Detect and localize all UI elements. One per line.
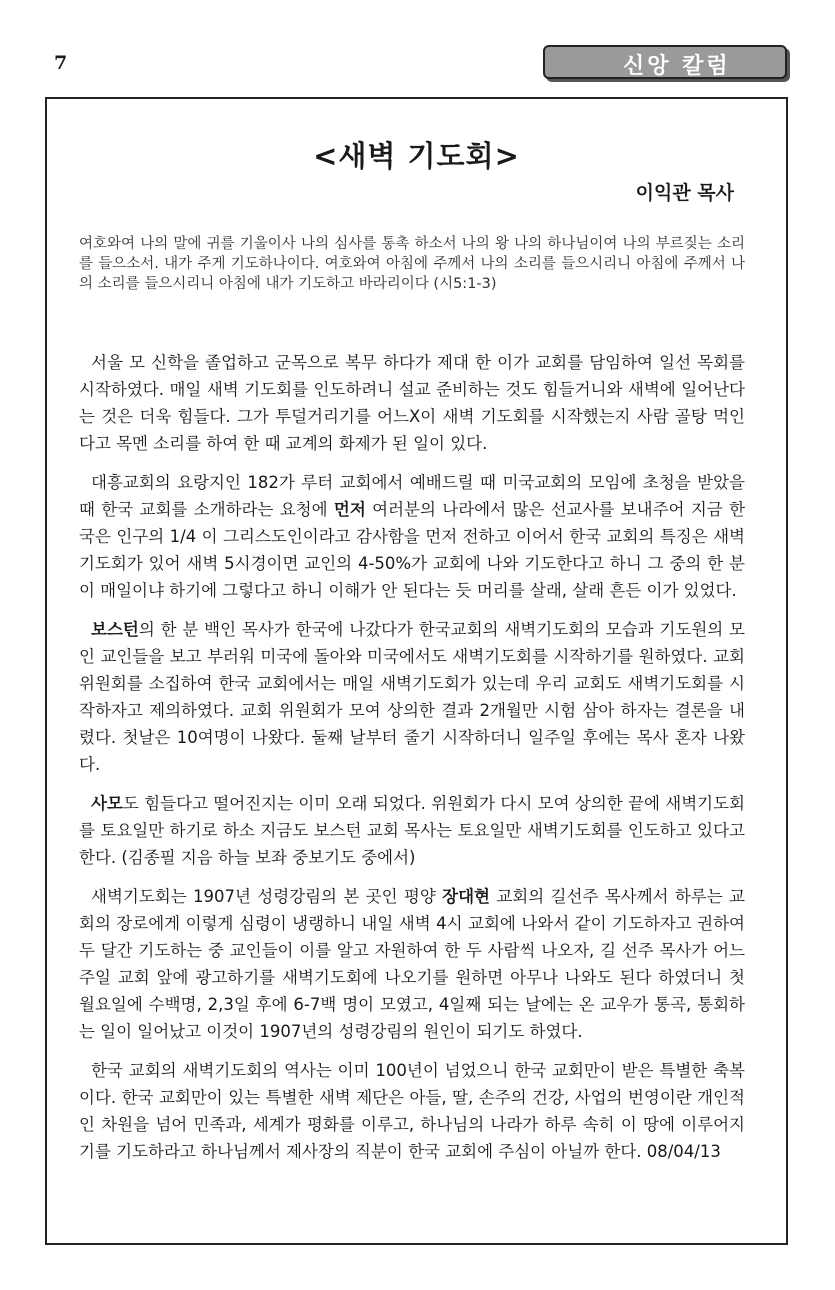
article-title: <새벽 기도회>	[313, 139, 520, 173]
paragraph-seminary-story: 서울 모 신학을 졸업하고 군목으로 복무 하다가 제대 한 이가 교회를 담임하여 일선 목회를 시작하였다. 매일 새벽 기도회를 인도하려니 설교 준비하는 것도 힘들거니와 새벽에 일어난다는 것은 더욱 힘들다. 그가 투덜거리기를 어느X이 새벽 기도회를 시작했는지 사람 골탕 먹인다고 목멘 소리를 하여 한 때 교계의 화제가 된 일이 있다.	[79, 353, 745, 453]
paragraph-history-1907: 새벽기도회는 1907년 성령강림의 본 곳인 평양 장대현 교회의 길선주 목사께서 하루는 교회의 장로에게 이렇게 심령이 냉랭하니 내일 새벽 4시 교회에 나와서 같이 기도하자고 권하여 두 달간 기도하는 중 교인들이 이를 알고 자원하여 한 두 사람씩 나오자, 길 선주 목사가 어느 주일 교회 앞에 광고하기를 새벽기도회에 나오기를 원하면 아무나 나와도 된다 하였더니 첫 월요일에 수백명, 2,3일 후에 6-7백 명이 모였고, 4일째 되는 날에는 온 교우가 통곡, 통회하는 일이 일어났고 이것이 1907년의 성령강림의 원인이 되기도 하였다.	[79, 887, 745, 1041]
paragraph-boston-pastor: 보스턴의 한 분 백인 목사가 한국에 나갔다가 한국교회의 새벽기도회의 모습과 기도원의 모인 교인들을 보고 부러워 미국에 돌아와 미국에서도 새벽기도회를 시작하기를 원하였다. 교회 위원회를 소집하여 한국 교회에서는 매일 새벽기도회가 있는데 우리 교회도 새벽기도회를 시작하자고 제의하였다. 교회 위원회가 모여 상의한 결과 2개월만 시험 삼아 하자는 결론을 내렸다. 첫날은 10여명이 나왔다. 둘째 날부터 줄기 시작하더니 일주일 후에는 목사 혼자 나왔다.	[79, 620, 745, 774]
section-tab	[543, 45, 787, 79]
paragraph-pastor-wife: 사모도 힘들다고 떨어진지는 이미 오래 되었다. 위원회가 다시 모여 상의한 끝에 새벽기도회를 토요일만 하기로 하소 지금도 보스턴 교회 목사는 토요일만 새벽기도회를 인도하고 있다고 한다. (김종필 지음 하늘 보좌 중보기도 중에서)	[79, 794, 745, 867]
paragraph-conclusion: 한국 교회의 새벽기도회의 역사는 이미 100년이 넘었으니 한국 교회만이 받은 특별한 축복이다. 한국 교회만이 있는 특별한 새벽 제단은 아들, 딸, 손주의 건강, 사업의 번영이란 개인적인 차원을 넘어 민족과, 세계가 평화를 이루고, 하나님의 나라가 하루 속히 이 땅에 이루어지기를 기도하라고 하나님께서 제사장의 직분이 한국 교회에 주심이 아닐까 한다. 08/04/13	[79, 1061, 745, 1161]
article-frame	[45, 97, 788, 1245]
scripture-quote: 여호와여 나의 말에 귀를 기울이사 나의 심사를 통촉 하소서 나의 왕 나의 하나님이여 나의 부르짖는 소리를 들으소서. 내가 주게 기도하나이다. 여호와여 아침에 주께서 나의 소리를 들으시리니 아침에 주께서 나의 소리를 들으시리니 아침에 내가 기도하고 바라리이다 (시5:1-3)	[79, 236, 745, 292]
page-number: 7	[54, 52, 68, 74]
section-label: 신앙 칼럼	[623, 54, 731, 79]
paragraph-luther-church: 대흥교회의 요랑지인 182가 루터 교회에서 예배드릴 때 미국교회의 모임에 초청을 받았을 때 한국 교회를 소개하라는 요청에 먼저 여러분의 나라에서 많은 선교사를 보내주어 지금 한국은 인구의 1/4 이 그리스도인이라고 감사함을 먼저 전하고 이어서 한국 교회의 특징은 새벽 기도회가 있어 새벽 5시경이면 교인의 4-50%가 교회에 나와 기도한다고 하니 그 중의 한 분이 매일이냐 하기에 그렇다고 하니 이해가 안 된다는 듯 머리를 살래, 살래 흔든 이가 있었다.	[79, 473, 746, 600]
article-body	[79, 349, 745, 1177]
article-author: 이익관 목사	[635, 182, 734, 204]
